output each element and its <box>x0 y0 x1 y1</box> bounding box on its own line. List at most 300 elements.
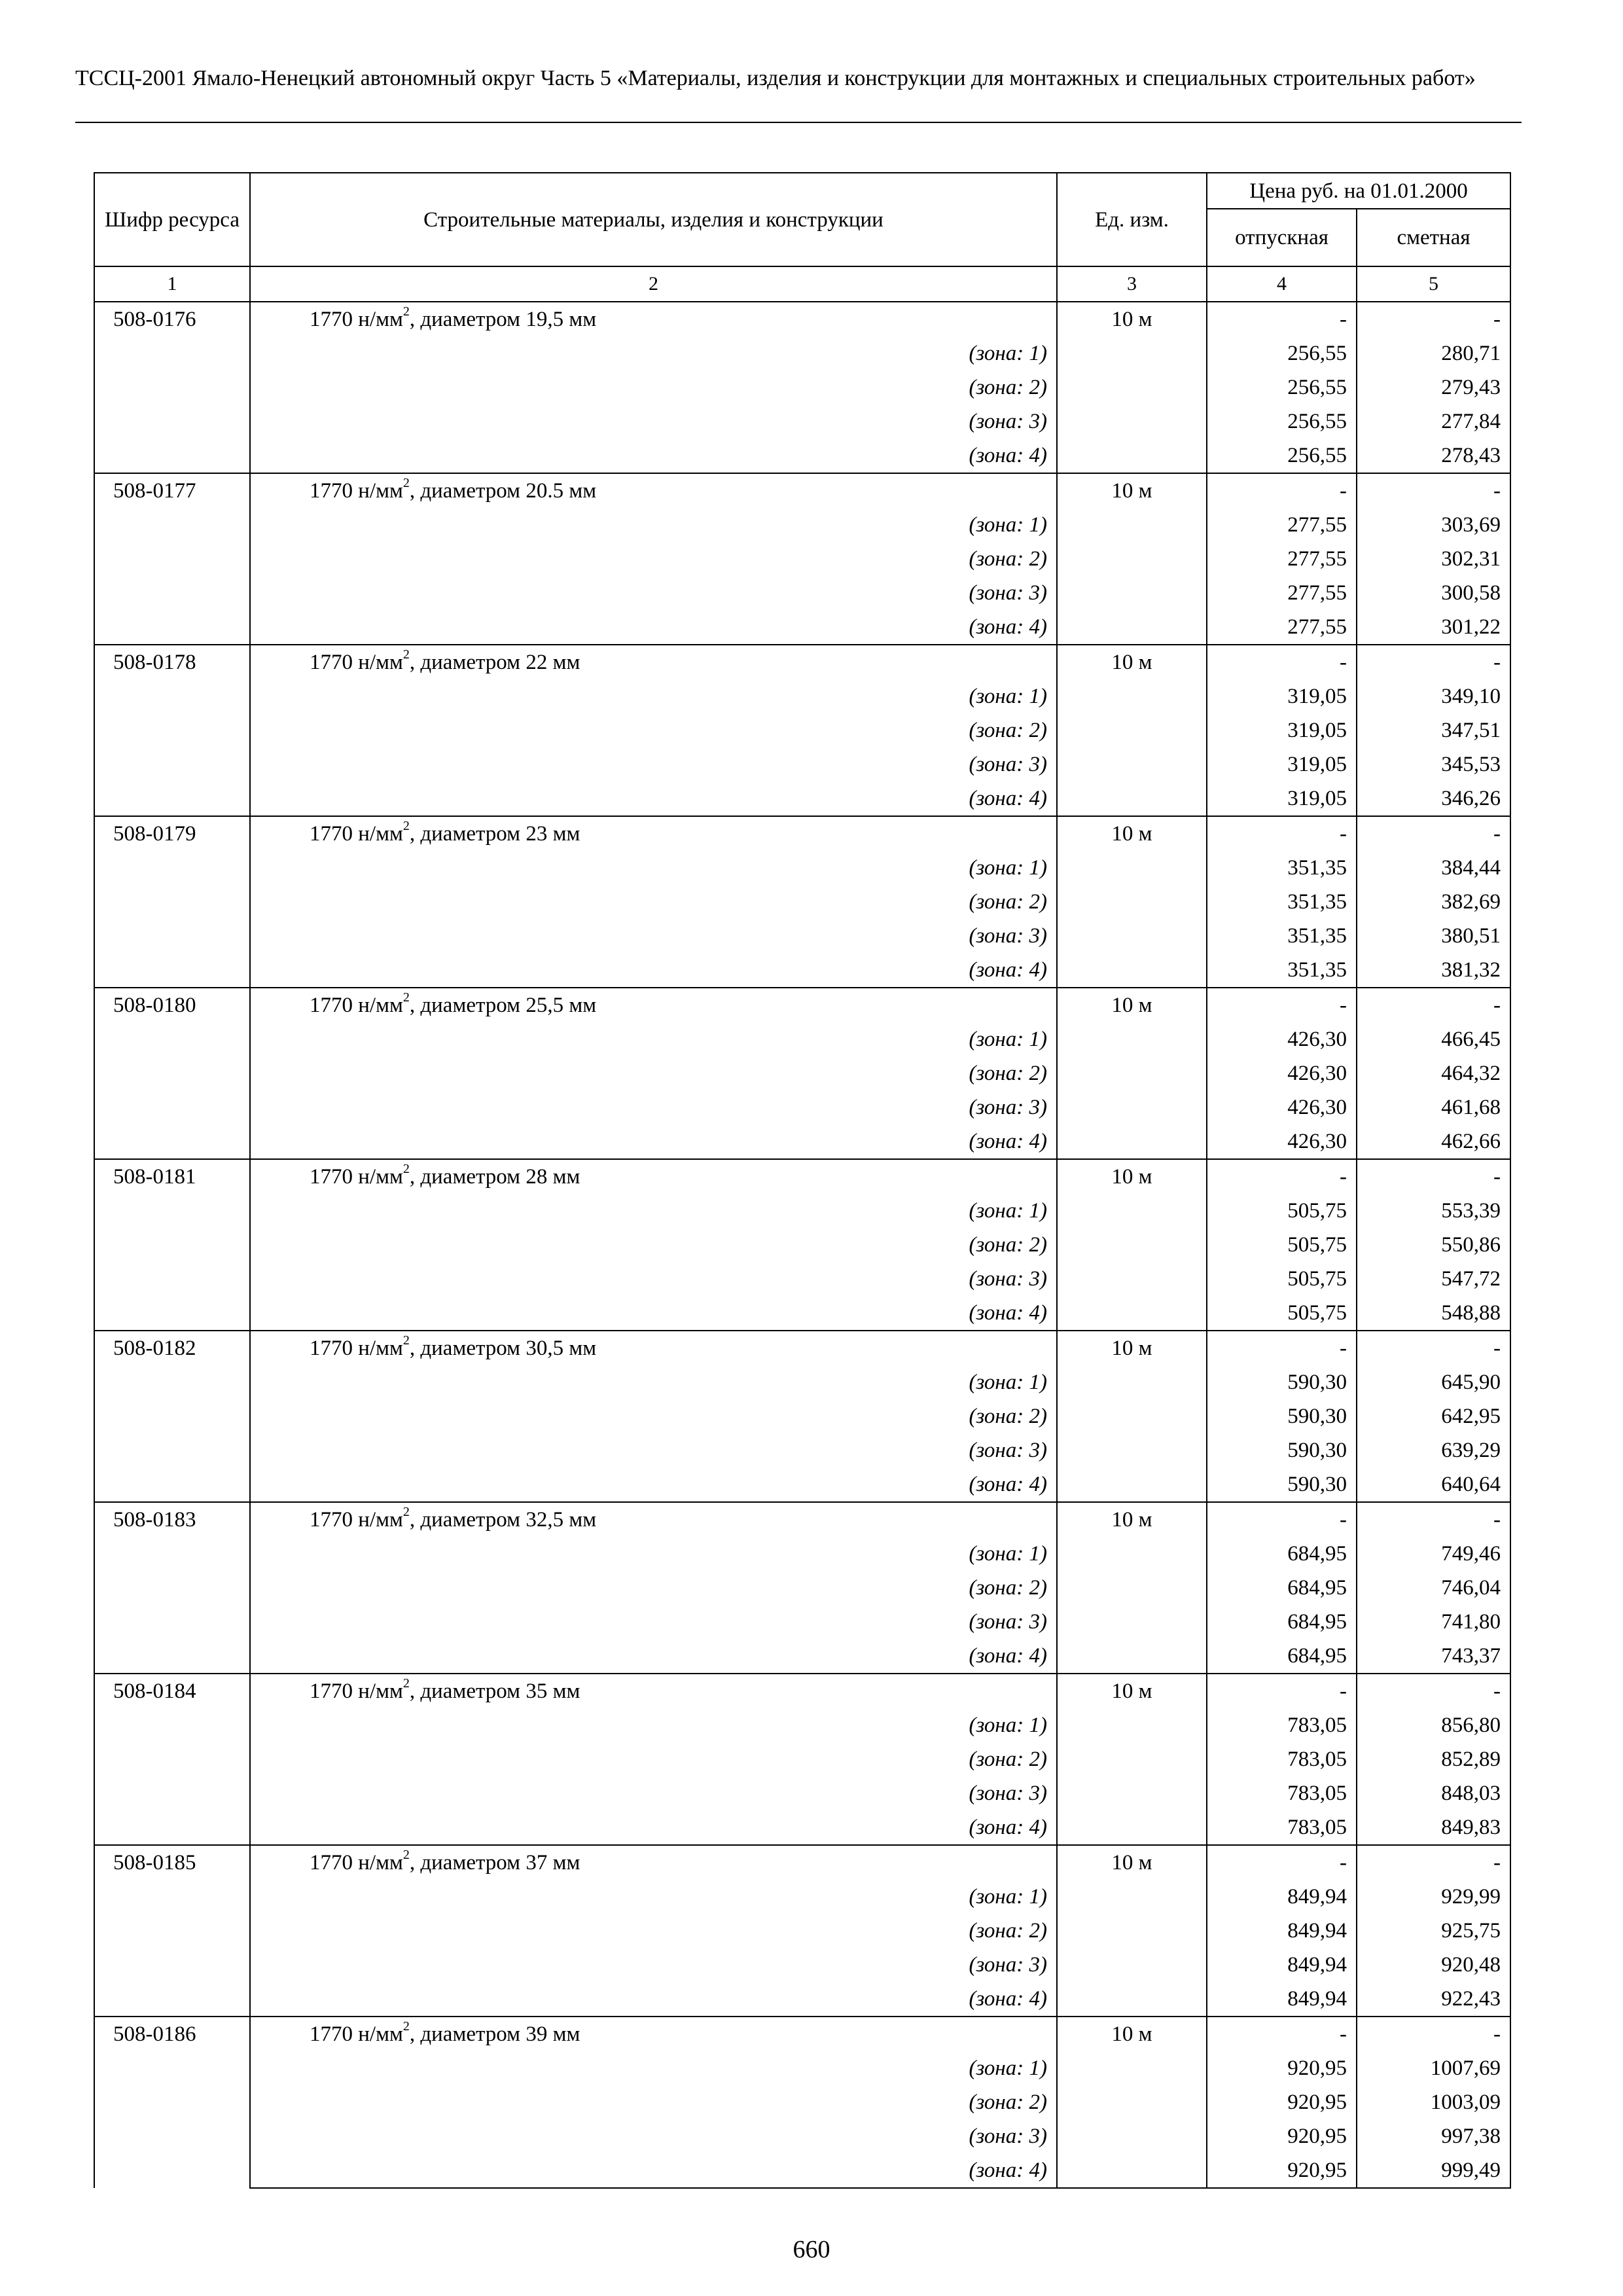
column-number: 5 <box>1357 266 1510 302</box>
column-number: 1 <box>94 266 250 302</box>
table-row <box>94 473 1510 508</box>
release-price: 351,35 <box>1207 851 1357 885</box>
unit-of-measure: 10 м <box>1057 302 1207 336</box>
zone-row <box>94 781 1510 816</box>
zone-label: (зона: 4) <box>250 1124 1057 1159</box>
zone-row <box>94 919 1510 953</box>
zone-label: (зона: 1) <box>250 1708 1057 1742</box>
unit-empty-cell <box>1057 1365 1207 1399</box>
unit-empty-cell <box>1057 885 1207 919</box>
table-row <box>94 1159 1510 1194</box>
estimate-price: 741,80 <box>1357 1605 1510 1639</box>
estimate-price: 466,45 <box>1357 1022 1510 1056</box>
estimate-price: 547,72 <box>1357 1262 1510 1296</box>
release-price: 319,05 <box>1207 747 1357 781</box>
zone-label: (зона: 3) <box>250 1262 1057 1296</box>
material-name <box>250 473 1057 508</box>
material-name-superscript: 2 <box>402 1505 410 1519</box>
estimate-price: 548,88 <box>1357 1296 1510 1331</box>
release-price: 256,55 <box>1207 404 1357 439</box>
zone-row <box>94 1296 1510 1331</box>
unit-empty-cell <box>1057 1537 1207 1571</box>
unit-of-measure: 10 м <box>1057 1674 1207 1708</box>
estimate-price: 345,53 <box>1357 747 1510 781</box>
zone-row <box>94 1022 1510 1056</box>
zone-row <box>94 1194 1510 1228</box>
release-price-dash: - <box>1207 645 1357 679</box>
estimate-price: 302,31 <box>1357 542 1510 576</box>
material-name <box>250 1159 1057 1194</box>
table-row <box>94 302 1510 336</box>
zone-label: (зона: 3) <box>250 1090 1057 1124</box>
release-price-dash: - <box>1207 988 1357 1022</box>
zone-row <box>94 404 1510 439</box>
col-header-price: Цена руб. на 01.01.2000 <box>1207 173 1510 209</box>
unit-empty-cell <box>1057 1742 1207 1776</box>
release-price: 849,94 <box>1207 1948 1357 1982</box>
zone-label: (зона: 4) <box>250 1296 1057 1331</box>
release-price: 590,30 <box>1207 1365 1357 1399</box>
zone-label: (зона: 4) <box>250 1467 1057 1502</box>
column-number: 4 <box>1207 266 1357 302</box>
estimate-price: 920,48 <box>1357 1948 1510 1982</box>
zone-row <box>94 542 1510 576</box>
zone-label: (зона: 2) <box>250 370 1057 404</box>
estimate-price: 300,58 <box>1357 576 1510 610</box>
material-name-superscript: 2 <box>402 476 410 490</box>
estimate-price: 380,51 <box>1357 919 1510 953</box>
material-name-suffix: , диаметром 20.5 мм <box>409 479 597 503</box>
zone-row <box>94 610 1510 645</box>
release-price: 920,95 <box>1207 2153 1357 2188</box>
table-row <box>94 1502 1510 1537</box>
material-name <box>250 302 1057 336</box>
release-price: 590,30 <box>1207 1399 1357 1433</box>
zone-row <box>94 2051 1510 2085</box>
unit-empty-cell <box>1057 1022 1207 1056</box>
material-name-superscript: 2 <box>402 2019 410 2034</box>
estimate-price-dash: - <box>1357 816 1510 851</box>
estimate-price: 925,75 <box>1357 1914 1510 1948</box>
col-header-unit: Ед. изм. <box>1057 173 1207 266</box>
estimate-price-dash: - <box>1357 1674 1510 1708</box>
table-body <box>94 302 1510 2188</box>
material-name-superscript: 2 <box>402 1676 410 1691</box>
material-name <box>250 2017 1057 2051</box>
material-name-suffix: , диаметром 39 мм <box>409 2022 580 2046</box>
unit-empty-cell <box>1057 851 1207 885</box>
zone-label: (зона: 2) <box>250 1228 1057 1262</box>
table-row <box>94 816 1510 851</box>
zone-label: (зона: 3) <box>250 1433 1057 1467</box>
estimate-price: 848,03 <box>1357 1776 1510 1810</box>
unit-empty-cell <box>1057 1194 1207 1228</box>
zone-row <box>94 2085 1510 2119</box>
zone-row <box>94 370 1510 404</box>
release-price-dash: - <box>1207 302 1357 336</box>
zone-label: (зона: 1) <box>250 1537 1057 1571</box>
header-row-1 <box>94 173 1510 209</box>
release-price: 256,55 <box>1207 439 1357 473</box>
zone-row <box>94 1571 1510 1605</box>
unit-empty-cell <box>1057 2085 1207 2119</box>
zone-label: (зона: 1) <box>250 1880 1057 1914</box>
unit-of-measure: 10 м <box>1057 1331 1207 1365</box>
estimate-price: 346,26 <box>1357 781 1510 816</box>
material-name-suffix: , диаметром 28 мм <box>409 1165 580 1189</box>
material-name-prefix: 1770 н/мм <box>310 994 403 1017</box>
estimate-price: 278,43 <box>1357 439 1510 473</box>
estimate-price: 743,37 <box>1357 1639 1510 1674</box>
estimate-price: 645,90 <box>1357 1365 1510 1399</box>
release-price: 277,55 <box>1207 610 1357 645</box>
col-header-name: Строительные материалы, изделия и конструкции <box>250 173 1057 266</box>
zone-row <box>94 679 1510 713</box>
zone-label: (зона: 1) <box>250 336 1057 370</box>
zone-row <box>94 336 1510 370</box>
page-header: ТССЦ-2001 Ямало-Ненецкий автономный округ Часть 5 «Материалы, изделия и конструкции для монтажных и специальных строительных работ» <box>75 66 1476 90</box>
release-price: 505,75 <box>1207 1228 1357 1262</box>
estimate-price: 553,39 <box>1357 1194 1510 1228</box>
material-name-prefix: 1770 н/мм <box>310 2022 403 2046</box>
release-price: 256,55 <box>1207 370 1357 404</box>
zone-row <box>94 439 1510 473</box>
release-price: 783,05 <box>1207 1708 1357 1742</box>
zone-label: (зона: 4) <box>250 1639 1057 1674</box>
zone-row <box>94 1708 1510 1742</box>
zone-label: (зона: 3) <box>250 404 1057 439</box>
release-price: 505,75 <box>1207 1262 1357 1296</box>
zone-label: (зона: 4) <box>250 1810 1057 1845</box>
unit-empty-cell <box>1057 1262 1207 1296</box>
table-row <box>94 1674 1510 1708</box>
unit-of-measure: 10 м <box>1057 988 1207 1022</box>
resource-code: 508-0185 <box>94 1845 250 2017</box>
estimate-price: 642,95 <box>1357 1399 1510 1433</box>
release-price: 684,95 <box>1207 1639 1357 1674</box>
material-name-suffix: , диаметром 23 мм <box>409 822 580 846</box>
release-price: 351,35 <box>1207 885 1357 919</box>
zone-label: (зона: 4) <box>250 953 1057 988</box>
estimate-price-dash: - <box>1357 988 1510 1022</box>
unit-empty-cell <box>1057 1639 1207 1674</box>
zone-row <box>94 1537 1510 1571</box>
release-price: 319,05 <box>1207 713 1357 747</box>
column-number: 2 <box>250 266 1057 302</box>
estimate-price: 303,69 <box>1357 508 1510 542</box>
release-price: 505,75 <box>1207 1194 1357 1228</box>
release-price: 783,05 <box>1207 1742 1357 1776</box>
unit-empty-cell <box>1057 1296 1207 1331</box>
material-name-prefix: 1770 н/мм <box>310 479 403 503</box>
estimate-price-dash: - <box>1357 1159 1510 1194</box>
zone-label: (зона: 1) <box>250 508 1057 542</box>
unit-empty-cell <box>1057 1708 1207 1742</box>
zone-row <box>94 1090 1510 1124</box>
release-price: 505,75 <box>1207 1296 1357 1331</box>
material-name <box>250 1845 1057 1880</box>
release-price: 319,05 <box>1207 781 1357 816</box>
unit-empty-cell <box>1057 370 1207 404</box>
estimate-price: 922,43 <box>1357 1982 1510 2017</box>
material-name <box>250 1331 1057 1365</box>
zone-row <box>94 1605 1510 1639</box>
zone-label: (зона: 1) <box>250 1365 1057 1399</box>
zone-label: (зона: 3) <box>250 919 1057 953</box>
estimate-price-dash: - <box>1357 1502 1510 1537</box>
release-price: 351,35 <box>1207 919 1357 953</box>
estimate-price-dash: - <box>1357 473 1510 508</box>
zone-label: (зона: 3) <box>250 1605 1057 1639</box>
unit-empty-cell <box>1057 1467 1207 1502</box>
release-price: 426,30 <box>1207 1022 1357 1056</box>
release-price: 920,95 <box>1207 2051 1357 2085</box>
page-number: 660 <box>793 2236 830 2263</box>
material-name-superscript: 2 <box>402 990 410 1005</box>
release-price: 783,05 <box>1207 1776 1357 1810</box>
release-price: 277,55 <box>1207 576 1357 610</box>
estimate-price: 464,32 <box>1357 1056 1510 1090</box>
zone-row <box>94 508 1510 542</box>
release-price: 256,55 <box>1207 336 1357 370</box>
estimate-price-dash: - <box>1357 1331 1510 1365</box>
zone-row <box>94 1056 1510 1090</box>
unit-of-measure: 10 м <box>1057 2017 1207 2051</box>
release-price: 920,95 <box>1207 2085 1357 2119</box>
resource-code: 508-0186 <box>94 2017 250 2188</box>
resource-code: 508-0179 <box>94 816 250 988</box>
unit-empty-cell <box>1057 2153 1207 2188</box>
resource-code: 508-0180 <box>94 988 250 1159</box>
resource-code: 508-0177 <box>94 473 250 645</box>
zone-row <box>94 1262 1510 1296</box>
release-price-dash: - <box>1207 473 1357 508</box>
zone-label: (зона: 3) <box>250 2119 1057 2153</box>
release-price-dash: - <box>1207 1674 1357 1708</box>
unit-empty-cell <box>1057 1090 1207 1124</box>
zone-row <box>94 1982 1510 2017</box>
zone-row <box>94 1467 1510 1502</box>
unit-of-measure: 10 м <box>1057 1502 1207 1537</box>
estimate-price: 381,32 <box>1357 953 1510 988</box>
material-name <box>250 816 1057 851</box>
col-header-estimate: сметная <box>1357 209 1510 266</box>
resource-code: 508-0181 <box>94 1159 250 1331</box>
zone-row <box>94 1433 1510 1467</box>
unit-empty-cell <box>1057 610 1207 645</box>
estimate-price-dash: - <box>1357 2017 1510 2051</box>
release-price: 426,30 <box>1207 1090 1357 1124</box>
estimate-price: 301,22 <box>1357 610 1510 645</box>
estimate-price: 852,89 <box>1357 1742 1510 1776</box>
unit-empty-cell <box>1057 576 1207 610</box>
estimate-price: 461,68 <box>1357 1090 1510 1124</box>
unit-empty-cell <box>1057 542 1207 576</box>
material-name-superscript: 2 <box>402 1162 410 1176</box>
material-name-prefix: 1770 н/мм <box>310 1336 403 1360</box>
material-name-suffix: , диаметром 25,5 мм <box>409 994 597 1017</box>
estimate-price: 640,64 <box>1357 1467 1510 1502</box>
material-name-prefix: 1770 н/мм <box>310 1165 403 1189</box>
table-row <box>94 2017 1510 2051</box>
unit-of-measure: 10 м <box>1057 473 1207 508</box>
release-price: 590,30 <box>1207 1467 1357 1502</box>
estimate-price: 1003,09 <box>1357 2085 1510 2119</box>
estimate-price: 462,66 <box>1357 1124 1510 1159</box>
estimate-price: 746,04 <box>1357 1571 1510 1605</box>
zone-label: (зона: 3) <box>250 747 1057 781</box>
unit-empty-cell <box>1057 2119 1207 2153</box>
estimate-price: 1007,69 <box>1357 2051 1510 2085</box>
material-name-prefix: 1770 н/мм <box>310 651 403 674</box>
unit-empty-cell <box>1057 1124 1207 1159</box>
release-price-dash: - <box>1207 1331 1357 1365</box>
zone-row <box>94 1914 1510 1948</box>
zone-label: (зона: 2) <box>250 713 1057 747</box>
release-price: 849,94 <box>1207 1982 1357 2017</box>
release-price: 277,55 <box>1207 542 1357 576</box>
estimate-price: 349,10 <box>1357 679 1510 713</box>
material-name-superscript: 2 <box>402 819 410 833</box>
release-price-dash: - <box>1207 2017 1357 2051</box>
unit-empty-cell <box>1057 713 1207 747</box>
release-price-dash: - <box>1207 1845 1357 1880</box>
table-row <box>94 1331 1510 1365</box>
estimate-price: 639,29 <box>1357 1433 1510 1467</box>
unit-of-measure: 10 м <box>1057 1845 1207 1880</box>
unit-empty-cell <box>1057 1433 1207 1467</box>
estimate-price: 347,51 <box>1357 713 1510 747</box>
col-header-code: Шифр ресурса <box>94 173 250 266</box>
unit-empty-cell <box>1057 1399 1207 1433</box>
zone-row <box>94 747 1510 781</box>
zone-label: (зона: 3) <box>250 1948 1057 1982</box>
zone-row <box>94 2153 1510 2188</box>
estimate-price: 849,83 <box>1357 1810 1510 1845</box>
release-price: 684,95 <box>1207 1537 1357 1571</box>
estimate-price-dash: - <box>1357 1845 1510 1880</box>
unit-empty-cell <box>1057 1605 1207 1639</box>
estimate-price: 997,38 <box>1357 2119 1510 2153</box>
header-rule <box>75 122 1522 123</box>
material-name-suffix: , диаметром 19,5 мм <box>409 308 597 331</box>
zone-label: (зона: 1) <box>250 1022 1057 1056</box>
resource-code: 508-0176 <box>94 302 250 473</box>
release-price: 849,94 <box>1207 1880 1357 1914</box>
unit-empty-cell <box>1057 439 1207 473</box>
material-name-prefix: 1770 н/мм <box>310 822 403 846</box>
release-price: 783,05 <box>1207 1810 1357 1845</box>
material-name-prefix: 1770 н/мм <box>310 1508 403 1532</box>
material-name-suffix: , диаметром 35 мм <box>409 1679 580 1703</box>
release-price: 920,95 <box>1207 2119 1357 2153</box>
estimate-price: 550,86 <box>1357 1228 1510 1262</box>
material-name-prefix: 1770 н/мм <box>310 308 403 331</box>
zone-label: (зона: 1) <box>250 2051 1057 2085</box>
estimate-price: 749,46 <box>1357 1537 1510 1571</box>
unit-empty-cell <box>1057 919 1207 953</box>
zone-row <box>94 1742 1510 1776</box>
zone-label: (зона: 2) <box>250 1056 1057 1090</box>
material-name-suffix: , диаметром 37 мм <box>409 1851 580 1874</box>
unit-of-measure: 10 м <box>1057 816 1207 851</box>
zone-row <box>94 1810 1510 1845</box>
unit-empty-cell <box>1057 1776 1207 1810</box>
zone-label: (зона: 3) <box>250 1776 1057 1810</box>
estimate-price-dash: - <box>1357 302 1510 336</box>
release-price: 849,94 <box>1207 1914 1357 1948</box>
zone-row <box>94 1948 1510 1982</box>
material-name-superscript: 2 <box>402 1848 410 1862</box>
material-name-suffix: , диаметром 32,5 мм <box>409 1508 597 1532</box>
zone-label: (зона: 2) <box>250 1914 1057 1948</box>
material-name <box>250 1674 1057 1708</box>
price-table <box>94 172 1511 2189</box>
zone-row <box>94 2119 1510 2153</box>
unit-of-measure: 10 м <box>1057 645 1207 679</box>
unit-empty-cell <box>1057 508 1207 542</box>
resource-code: 508-0178 <box>94 645 250 816</box>
zone-label: (зона: 3) <box>250 576 1057 610</box>
zone-label: (зона: 2) <box>250 1571 1057 1605</box>
zone-label: (зона: 1) <box>250 851 1057 885</box>
zone-row <box>94 713 1510 747</box>
resource-code: 508-0183 <box>94 1502 250 1674</box>
release-price: 590,30 <box>1207 1433 1357 1467</box>
zone-label: (зона: 2) <box>250 2085 1057 2119</box>
release-price-dash: - <box>1207 816 1357 851</box>
unit-empty-cell <box>1057 1571 1207 1605</box>
release-price: 319,05 <box>1207 679 1357 713</box>
unit-empty-cell <box>1057 336 1207 370</box>
material-name-prefix: 1770 н/мм <box>310 1851 403 1874</box>
zone-row <box>94 1880 1510 1914</box>
estimate-price: 277,84 <box>1357 404 1510 439</box>
zone-label: (зона: 2) <box>250 1399 1057 1433</box>
unit-of-measure: 10 м <box>1057 1159 1207 1194</box>
material-name-prefix: 1770 н/мм <box>310 1679 403 1703</box>
zone-row <box>94 885 1510 919</box>
unit-empty-cell <box>1057 679 1207 713</box>
unit-empty-cell <box>1057 1810 1207 1845</box>
release-price: 426,30 <box>1207 1124 1357 1159</box>
unit-empty-cell <box>1057 2051 1207 2085</box>
unit-empty-cell <box>1057 1914 1207 1948</box>
zone-label: (зона: 4) <box>250 439 1057 473</box>
unit-empty-cell <box>1057 1948 1207 1982</box>
unit-empty-cell <box>1057 1056 1207 1090</box>
column-number-row <box>94 266 1510 302</box>
material-name-superscript: 2 <box>402 647 410 662</box>
material-name-suffix: , диаметром 22 мм <box>409 651 580 674</box>
release-price: 684,95 <box>1207 1571 1357 1605</box>
zone-row <box>94 1365 1510 1399</box>
zone-label: (зона: 4) <box>250 1982 1057 2017</box>
release-price: 426,30 <box>1207 1056 1357 1090</box>
unit-empty-cell <box>1057 1228 1207 1262</box>
zone-label: (зона: 2) <box>250 1742 1057 1776</box>
zone-row <box>94 1399 1510 1433</box>
table-row <box>94 1845 1510 1880</box>
release-price: 684,95 <box>1207 1605 1357 1639</box>
material-name-superscript: 2 <box>402 304 410 319</box>
resource-code: 508-0182 <box>94 1331 250 1502</box>
release-price: 277,55 <box>1207 508 1357 542</box>
material-name-superscript: 2 <box>402 1333 410 1348</box>
zone-row <box>94 1639 1510 1674</box>
release-price-dash: - <box>1207 1502 1357 1537</box>
estimate-price: 382,69 <box>1357 885 1510 919</box>
